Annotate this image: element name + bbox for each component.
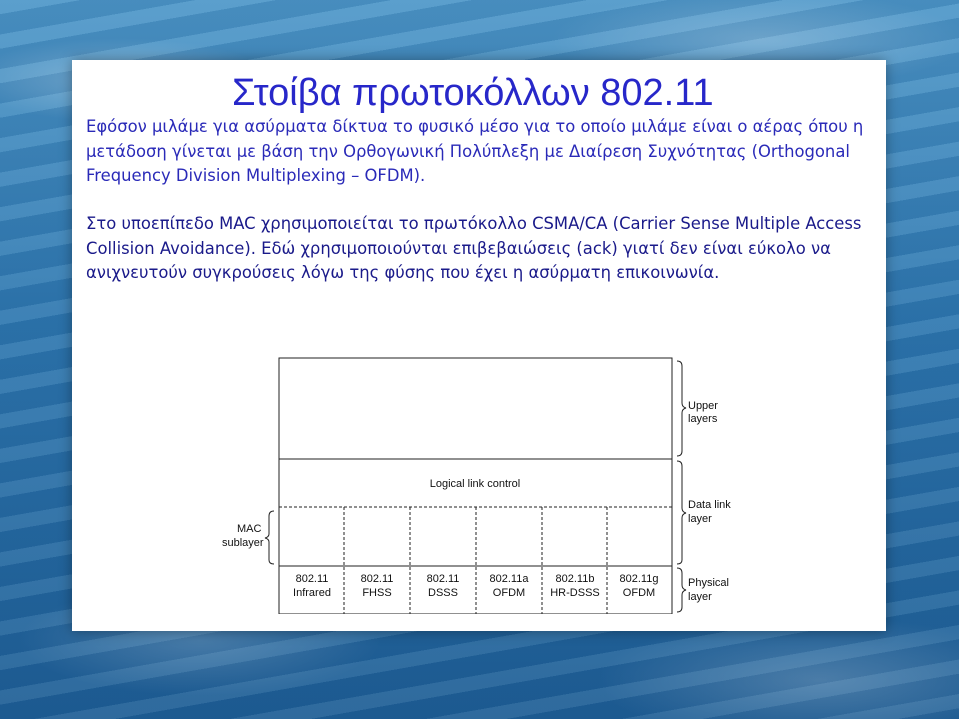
- datalink-label-line2: layer: [688, 513, 712, 525]
- llc-label: Logical link control: [429, 478, 521, 490]
- phy-ofdm-g-line2: OFDM: [622, 587, 656, 599]
- paragraph-csma-ca: Στο υποεπίπεδο MAC χρησιμοποιείται το πρωτόκολλο CSMA/CA (Carrier Sense Multiple Access Collision Avoidance). Εδώ χρησιμοποιούνται επιβεβαιώσεις (ack) γιατί δεν είναι εύκολο να ανιχνευτούν συγκρούσεις λόγω της φύσης που έχει η ασύρματη επικοινωνία.: [86, 214, 862, 282]
- slide-title: Στοίβα πρωτοκόλλων 802.11: [232, 72, 714, 114]
- phy-hr-dsss-line2: HR-DSSS: [550, 587, 600, 599]
- phy-fhss-line2: FHSS: [362, 587, 392, 599]
- upper-bracket: [677, 361, 686, 456]
- datalink-label-line1: Data link: [688, 499, 731, 511]
- mac-label-line2: sublayer: [222, 537, 264, 549]
- physical-label-line2: layer: [688, 591, 712, 603]
- upper-label-line1: Upper: [688, 400, 718, 412]
- physical-bracket: [677, 568, 686, 612]
- mac-label-line1: MAC: [237, 523, 262, 535]
- phy-fhss-line1: 802.11: [360, 573, 394, 585]
- phy-dsss-line1: 802.11: [426, 573, 460, 585]
- upper-label-line2: layers: [688, 413, 718, 425]
- datalink-bracket: [677, 461, 686, 564]
- phy-infrared-line1: 802.11: [295, 573, 329, 585]
- mac-bracket: [265, 511, 274, 564]
- physical-label-line1: Physical: [688, 577, 729, 589]
- phy-ofdm-g-line1: 802.11g: [619, 573, 659, 585]
- phy-dsss-line2: DSSS: [428, 587, 458, 599]
- phy-ofdm-a-line2: OFDM: [492, 587, 526, 599]
- paragraph-ofdm: Εφόσον μιλάμε για ασύρματα δίκτυα το φυσικό μέσο για το οποίο μιλάμε είναι ο αέρας όπου η μετάδοση γίνεται με βάση την Ορθογωνική Πολύπλεξη με Διαίρεση Συχνότητας (Orthogonal Frequency Division Multiplexing – OFDM).: [86, 117, 864, 185]
- phy-ofdm-a-line1: 802.11a: [489, 573, 529, 585]
- protocol-stack-diagram: [222, 311, 736, 614]
- slide: [72, 60, 886, 631]
- phy-hr-dsss-line1: 802.11b: [555, 573, 595, 585]
- phy-infrared-line2: Infrared: [293, 587, 331, 599]
